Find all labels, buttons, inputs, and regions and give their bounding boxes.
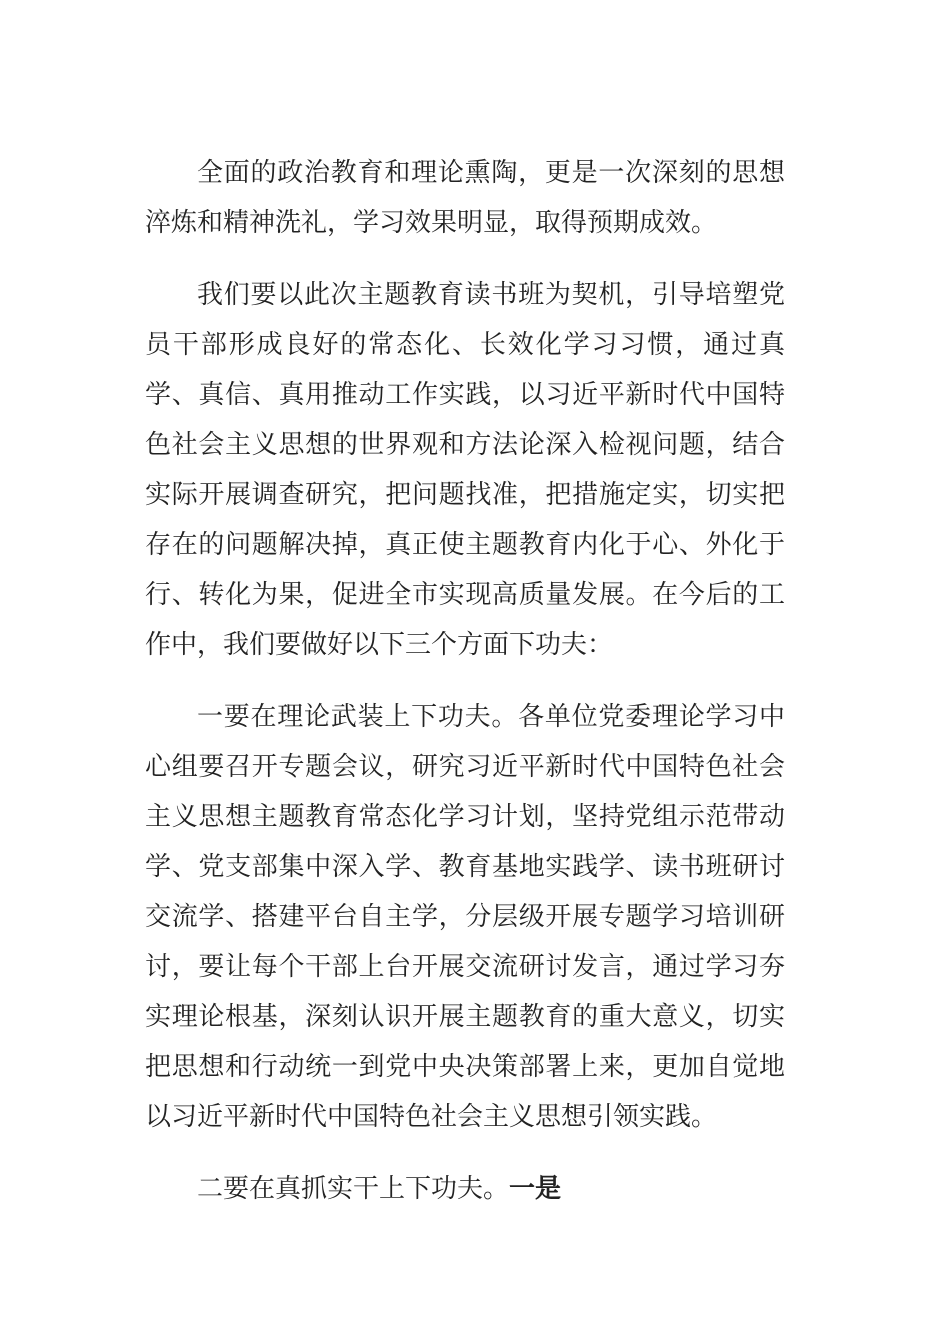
paragraph-3-text: 一要在理论武装上下功夫。各单位党委理论学习中心组要召开专题会议，研究习近平新时代中国特色社会主义思想主题教育常态化学习计划，坚持党组示范带动学、党支部集中深入学、教育基地实践学、读书班研讨交流学、搭建平台自主学，分层级开展专题学习培训研讨，要让每个干部上台开展交流研讨发言，通过学习夯实理论根基，深刻认识开展主题教育的重大意义，切实把思想和行动统一到党中央决策部署上来，更加自觉地以习近平新时代中国特色社会主义思想引领实践。	[145, 702, 785, 1132]
paragraph-1	[145, 148, 785, 248]
paragraph-2-text: 我们要以此次主题教育读书班为契机，引导培塑党员干部形成良好的常态化、长效化学习习惯，通过真学、真信、真用推动工作实践，以习近平新时代中国特色社会主义思想的世界观和方法论深入检视问题，结合实际开展调查研究，把问题找准，把措施定实，切实把存在的问题解决掉，真正使主题教育内化于心、外化于行、转化为果，促进全市实现高质量发展。在今后的工作中，我们要做好以下三个方面下功夫：	[145, 280, 785, 660]
paragraph-4-bold-text: 一是	[509, 1174, 562, 1204]
paragraph-3	[145, 692, 785, 1142]
paragraph-4-text: 二要在真抓实干上下功夫。	[197, 1174, 510, 1204]
paragraph-1-text: 全面的政治教育和理论熏陶，更是一次深刻的思想淬炼和精神洗礼，学习效果明显，取得预期成效。	[145, 158, 785, 238]
paragraph-4	[145, 1164, 785, 1214]
document-body	[145, 148, 785, 1214]
paragraph-2	[145, 270, 785, 670]
